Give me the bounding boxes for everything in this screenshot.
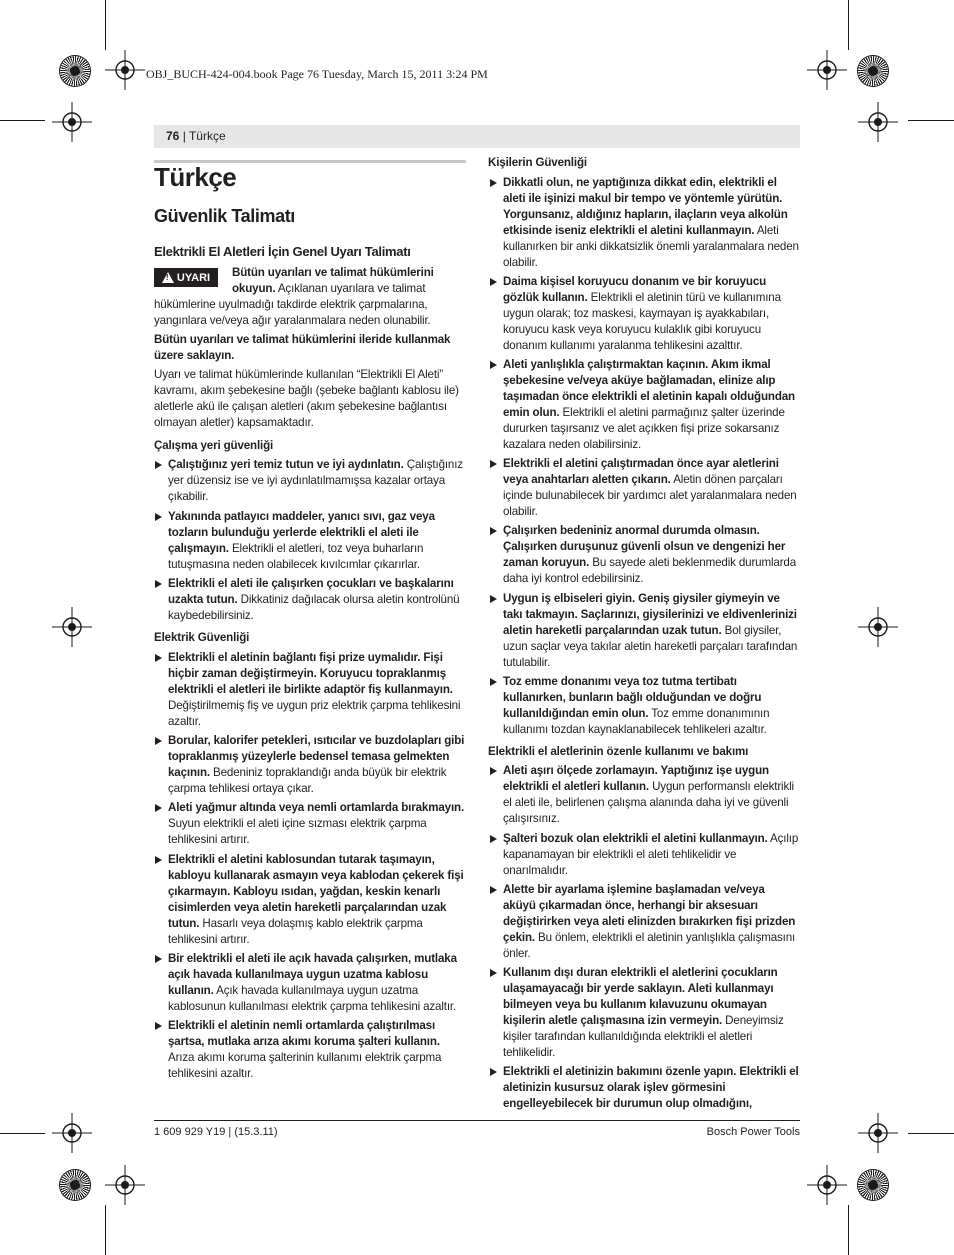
print-job-header: OBJ_BUCH-424-004.book Page 76 Tuesday, March 15, 2011 3:24 PM [146, 67, 488, 81]
list-item: Borular, kalorifer petekleri, ısıtıcılar ve buzdolapları gibi topraklanmış yüzeylerle bedensel temasa gelmekten kaçının. Bedeniniz topraklandığı anda büyük bir elektrik çarpma tehlikesi ortaya çıkar. [168, 733, 466, 797]
bullet-icon [490, 886, 497, 894]
warning-badge-label: UYARI [176, 271, 211, 284]
list-item: Bir elektrikli el aleti ile açık havada çalışırken, mutlaka açık havada kullanılmaya uygun uzatma kablosu kullanın. Açık havada kullanılmaya uygun uzatma kablosunun kullanılması elektrik çarpma tehlikesini azaltır. [168, 951, 466, 1015]
section-heading-personal-safety: Kişilerin Güvenliği [488, 156, 587, 169]
bullet-icon [155, 955, 162, 963]
trim-line [908, 1133, 954, 1134]
bullet-icon [155, 1022, 162, 1030]
footer-rule [154, 1120, 800, 1121]
crosshair-mark-right-upper [858, 102, 898, 142]
crosshair-mark-left-upper [52, 102, 92, 142]
list-item: Kullanım dışı duran elektrikli el aletlerini çocukların ulaşamayacağı bir yerde saklayın. Aleti kullanmayı bilmeyen veya bu kullanım kılavuzunu okumayan kişilerin aletle çalışmasına izin vermeyin. Deneyimsiz kişiler tarafından kullanıldığında elektrikli el aletleri tehlikelidir. [503, 965, 800, 1061]
bullet-icon [490, 678, 497, 686]
bullet-icon [490, 595, 497, 603]
crosshair-mark-right-middle [858, 607, 898, 647]
list-item: Aleti aşırı ölçede zorlamayın. Yaptığınız işe uygun elektrikli el aletleri kullanın. Uygun performanslı elektrikli el aleti ile, belirlenen çalışma alanında daha iyi ve güvenli çalışırsınız. [503, 763, 800, 827]
section-title: Güvenlik Talimatı [154, 206, 295, 226]
bullet-icon [155, 580, 162, 588]
list-item: Toz emme donanımı veya toz tutma tertibatı kullanırken, bunların bağlı olduğundan ve doğru kullanıldığından emin olun. Toz emme donanımının kullanımı tozdan kaynaklanabilecek tehlikeleri azaltır. [503, 674, 800, 738]
list-item: Çalışırken bedeniniz anormal durumda olmasın. Çalışırken duruşunuz güvenli olsun ve dengenizi her zaman koruyun. Bu sayede aleti beklenmedik durumlarda daha iyi kontrol edebilirsiniz. [503, 523, 800, 587]
list-item: Alette bir ayarlama işlemine başlamadan ve/veya aküyü çıkarmadan önce, herhangi bir aksesuarı değiştirirken veya aleti elinizden bırakırken fişi prizden çekin. Bu önlem, elektrikli el aletinin yanlışlıkla çalışmasını önler. [503, 882, 800, 962]
bullet-icon [155, 461, 162, 469]
trim-line [848, 0, 849, 50]
trim-line [908, 120, 954, 121]
keep-instructions-notice: Bütün uyarıları ve talimat hükümlerini ileride kullanmak üzere saklayın. [154, 333, 451, 362]
list-item: Elektrikli el aletinin bağlantı fişi prize uymalıdır. Fişi hiçbir zaman değiştirmeyin. Koruyucu topraklanmış elektrikli el aletleri ile birlikte adaptör fiş kullanmayın. Değiştirilmemiş fiş ve uygun priz elektrik çarpma tehlikesini azaltır. [168, 650, 466, 730]
bullet-icon [155, 654, 162, 662]
bullet-icon [155, 513, 162, 521]
registration-rosette-top-right [858, 56, 888, 86]
page-title: Türkçe [154, 162, 237, 192]
list-item: Çalıştığınız yeri temiz tutun ve iyi aydınlatın. Çalıştığınız yer düzensiz ise ve iyi aydınlatılmamışsa kazalar ortaya çıkabilir. [168, 457, 466, 505]
list-item: Elektrikli el aletini kablosundan tutarak taşımayın, kabloyu kullanarak asmayın veya kablodan çekerek fişi çıkarmayın. Kabloyu ısıdan, yağdan, keskin kenarlı cisimlerden veya aletin hareketli parçalarından uzak tutun. Hasarlı veya dolaşmış kablo elektrik çarpma tehlikesini artırır. [168, 852, 466, 948]
registration-rosette-bottom-left [60, 1170, 90, 1200]
bullet-icon [155, 737, 162, 745]
bullet-icon [490, 767, 497, 775]
intro-paragraph: hükümlerine uyulmadığı takdirde elektrik çarpmalarına, yangınlara ve/veya ağır yaralanmalara neden olunabilir. [154, 298, 431, 327]
definition-paragraph: Uyarı ve talimat hükümlerinde kullanılan “Elektrikli El Aleti” kavramı, akım şebekesine bağlı (şebeke bağlantı kablosu ile) aletlerle akü ile çalışan aletleri (akım şebekesine bağlantısı olmayan aletler) kapsamaktadır. [154, 368, 459, 429]
trim-line [0, 1133, 45, 1134]
trim-line [105, 1205, 106, 1255]
list-item: Elektrikli el aleti ile çalışırken çocukları ve başkalarını uzakta tutun. Dikkatiniz dağılacak olursa aletin kontrolünü kaybedebilirsiniz. [168, 576, 466, 624]
bullet-icon [490, 278, 497, 286]
bullet-icon [490, 179, 497, 187]
bullet-icon [490, 969, 497, 977]
bullet-icon [490, 527, 497, 535]
registration-rosette-bottom-right [858, 1170, 888, 1200]
trim-line [105, 0, 106, 50]
running-header-language: Türkçe [188, 129, 226, 143]
running-header-bar [154, 125, 800, 148]
crosshair-mark-top-right [807, 50, 847, 90]
bullet-icon [490, 460, 497, 468]
crosshair-mark-right-lower [858, 1113, 898, 1153]
list-item: Yakınında patlayıcı maddeler, yanıcı sıvı, gaz veya tozların bulunduğu yerlerde elektrikli el aleti ile çalışmayın. Elektrikli el aletleri, toz veya buharların tutuşmasına neden olabilecek kıvılcımlar çıkarırlar. [168, 509, 466, 573]
list-item: Elektrikli el aletinin nemli ortamlarda çalıştırılması şartsa, mutlaka arıza akımı koruma şalteri kullanın. Arıza akımı koruma şalterinin kullanımı elektrik çarpma tehlikesini azaltır. [168, 1018, 466, 1082]
list-item: Daima kişisel koruyucu donanım ve bir koruyucu gözlük kullanın. Elektrikli el aletinin türü ve kullanımına uygun olarak; toz maskesi, kaymayan iş ayakkabıları, koruyucu kask veya koruyucu kulaklık gibi koruyucu donanım kullanımı yaralanma tehlikesini azalttır. [503, 274, 800, 354]
bullet-icon [490, 835, 497, 843]
crosshair-mark-left-middle [52, 607, 92, 647]
list-item: Elektrikli el aletinizin bakımını özenle yapın. Elektrikli el aletinizin kusursuz olarak işlev görmesini engelleyebilecek bir durumun olup olmadığını, [503, 1064, 800, 1112]
subsection-title: Elektrikli El Aletleri İçin Genel Uyarı Talimatı [154, 244, 411, 259]
section-heading-electrical-safety: Elektrik Güvenliği [154, 631, 250, 644]
list-item: Dikkatli olun, ne yaptığınıza dikkat edin, elektrikli el aleti ile işinizi makul bir tempo ve yöntemle yürütün. Yorgunsanız, aldığınız hapların, ilaçların veya alkolün etkisinde iseniz elektrikli el aletini kullanmayın. Aleti kullanırken bir anki dikkatsizlik önemli yaralanmalara neden olabilir. [503, 175, 800, 271]
list-item: Elektrikli el aletini çalıştırmadan önce ayar aletlerini veya anahtarları aletten çıkarın. Aletin dönen parçaları içinde bulunabilecek bir yardımcı alet yaralanmalara neden olabilir. [503, 456, 800, 520]
warning-badge [154, 268, 218, 287]
footer-document-number: 1 609 929 Y19 | (15.3.11) [154, 1126, 278, 1138]
list-item: Aleti yağmur altında veya nemli ortamlarda bırakmayın. Suyun elektrikli el aleti içine sızması elektrik çarpma tehlikesini artırır. [168, 800, 466, 848]
bullet-icon [155, 856, 162, 864]
running-header [166, 129, 226, 143]
registration-rosette-top-left [60, 56, 90, 86]
trim-line [0, 120, 45, 121]
footer-brand: Bosch Power Tools [706, 1126, 800, 1138]
bullet-icon [490, 1068, 497, 1076]
trim-line [848, 1205, 849, 1255]
page-number: 76 [166, 129, 180, 143]
crosshair-mark-top-left [105, 50, 145, 90]
section-heading-tool-use-and-care: Elektrikli el aletlerinin özenle kullanımı ve bakımı [488, 745, 749, 758]
list-item: Şalteri bozuk olan elektrikli el aletini kullanmayın. Açılıp kapanamayan bir elektrikli el aleti tehlikelidir ve onarılmalıdır. [503, 831, 800, 879]
running-header-separator: | [179, 129, 189, 143]
crosshair-mark-bottom-right [807, 1165, 847, 1205]
bullet-icon [155, 804, 162, 812]
bullet-icon [490, 361, 497, 369]
crosshair-mark-bottom-left [105, 1165, 145, 1205]
section-heading-work-area: Çalışma yeri güvenliği [154, 439, 274, 452]
intro-line-1: Bütün uyarıları ve talimat hükümlerini okuyun. Açıklanan uyarılara ve talimat [232, 266, 434, 295]
warning-triangle-icon [162, 272, 174, 283]
list-item: Uygun iş elbiseleri giyin. Geniş giysiler giymeyin ve takı takmayın. Saçlarınızı, giysilerinizi ve eldivenlerinizi aletin hareketli parçalarından uzak tutun. Bol giysiler, uzun saçlar veya takılar aletin hareketli parçaları tarafından tutulabilir. [503, 591, 800, 671]
crosshair-mark-left-lower [52, 1113, 92, 1153]
list-item: Aleti yanlışlıkla çalıştırmaktan kaçının. Akım ikmal şebekesine ve/veya aküye bağlamadan, elinize alıp taşımadan önce elektrikli el aletinin kapalı olduğundan emin olun. Elektrikli el aletini parmağınız şalter üzerinde dururken taşırsanız ve alet açıkken fişi prize sokarsanız kazalara neden olabilirsiniz. [503, 357, 800, 453]
